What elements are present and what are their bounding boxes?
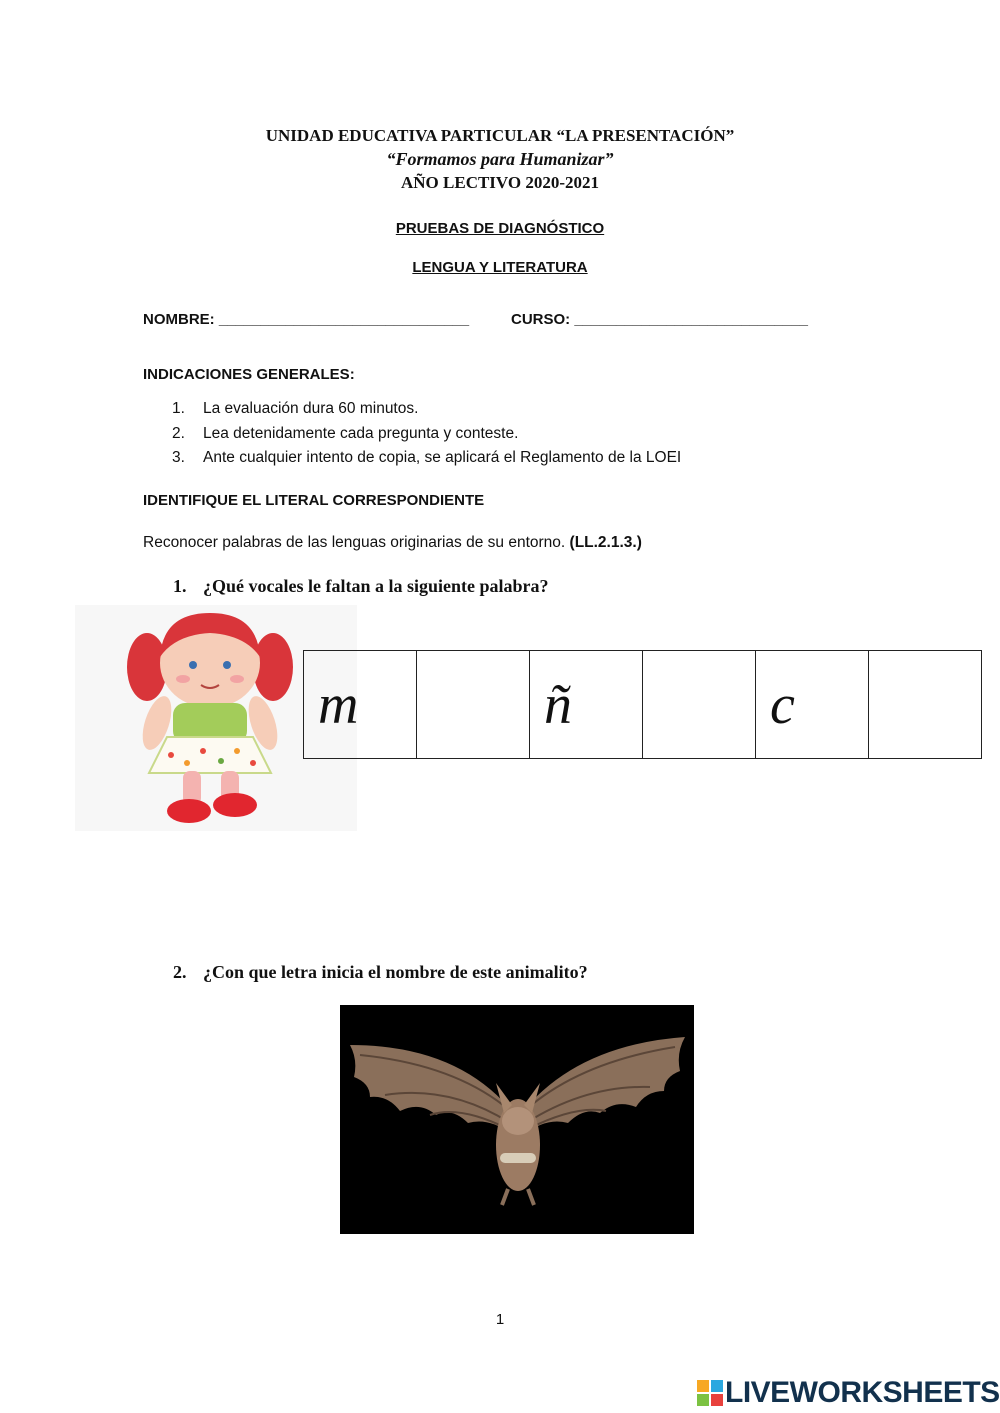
list-item: 1. La evaluación dura 60 minutos. (172, 400, 419, 417)
question-2: 2. ¿Con que letra inicia el nombre de este animalito? (173, 962, 588, 982)
name-field[interactable]: NOMBRE: ______________________________ (143, 311, 470, 328)
skill-statement: Reconocer palabras de las lenguas originarias de su entorno. (LL.2.1.3.) (143, 534, 642, 551)
letters-table (303, 650, 982, 759)
letter-box-blank[interactable] (643, 651, 756, 759)
subject-title: LENGUA Y LITERATURA (412, 259, 588, 276)
question-1: 1. ¿Qué vocales le faltan a la siguiente palabra? (173, 576, 549, 596)
test-title: PRUEBAS DE DIAGNÓSTICO (395, 220, 605, 237)
liveworksheets-logo-icon (697, 1380, 723, 1406)
letter-box-blank[interactable] (869, 651, 982, 759)
list-item: 2. Lea detenidamente cada pregunta y conteste. (172, 424, 519, 442)
school-name: UNIDAD EDUCATIVA PARTICULAR “LA PRESENTACIÓN” (265, 126, 735, 145)
instructions-list (143, 399, 681, 473)
letter-box-blank[interactable] (417, 651, 530, 759)
letter-box: ñ (530, 651, 643, 759)
letter-box: m (304, 651, 417, 759)
bat-image (340, 1005, 694, 1234)
course-field[interactable]: CURSO: ____________________________ (511, 311, 808, 328)
school-year: AÑO LECTIVO 2020-2021 (400, 173, 599, 192)
list-item: 3. Ante cualquier intento de copia, se aplicará el Reglamento de la LOEI (172, 449, 682, 466)
letter-box: c (756, 651, 869, 759)
watermark-text: LIVEWORKSHEETS (725, 1376, 1000, 1409)
watermark-logo[interactable] (697, 1376, 1000, 1412)
instructions-heading: INDICACIONES GENERALES: (143, 366, 355, 383)
school-motto: “Formamos para Humanizar” (386, 149, 614, 169)
section-heading: IDENTIFIQUE EL LITERAL CORRESPONDIENTE (143, 492, 485, 509)
page-number: 1 (495, 1311, 505, 1328)
skill-code: (LL.2.1.3.) (569, 534, 642, 551)
